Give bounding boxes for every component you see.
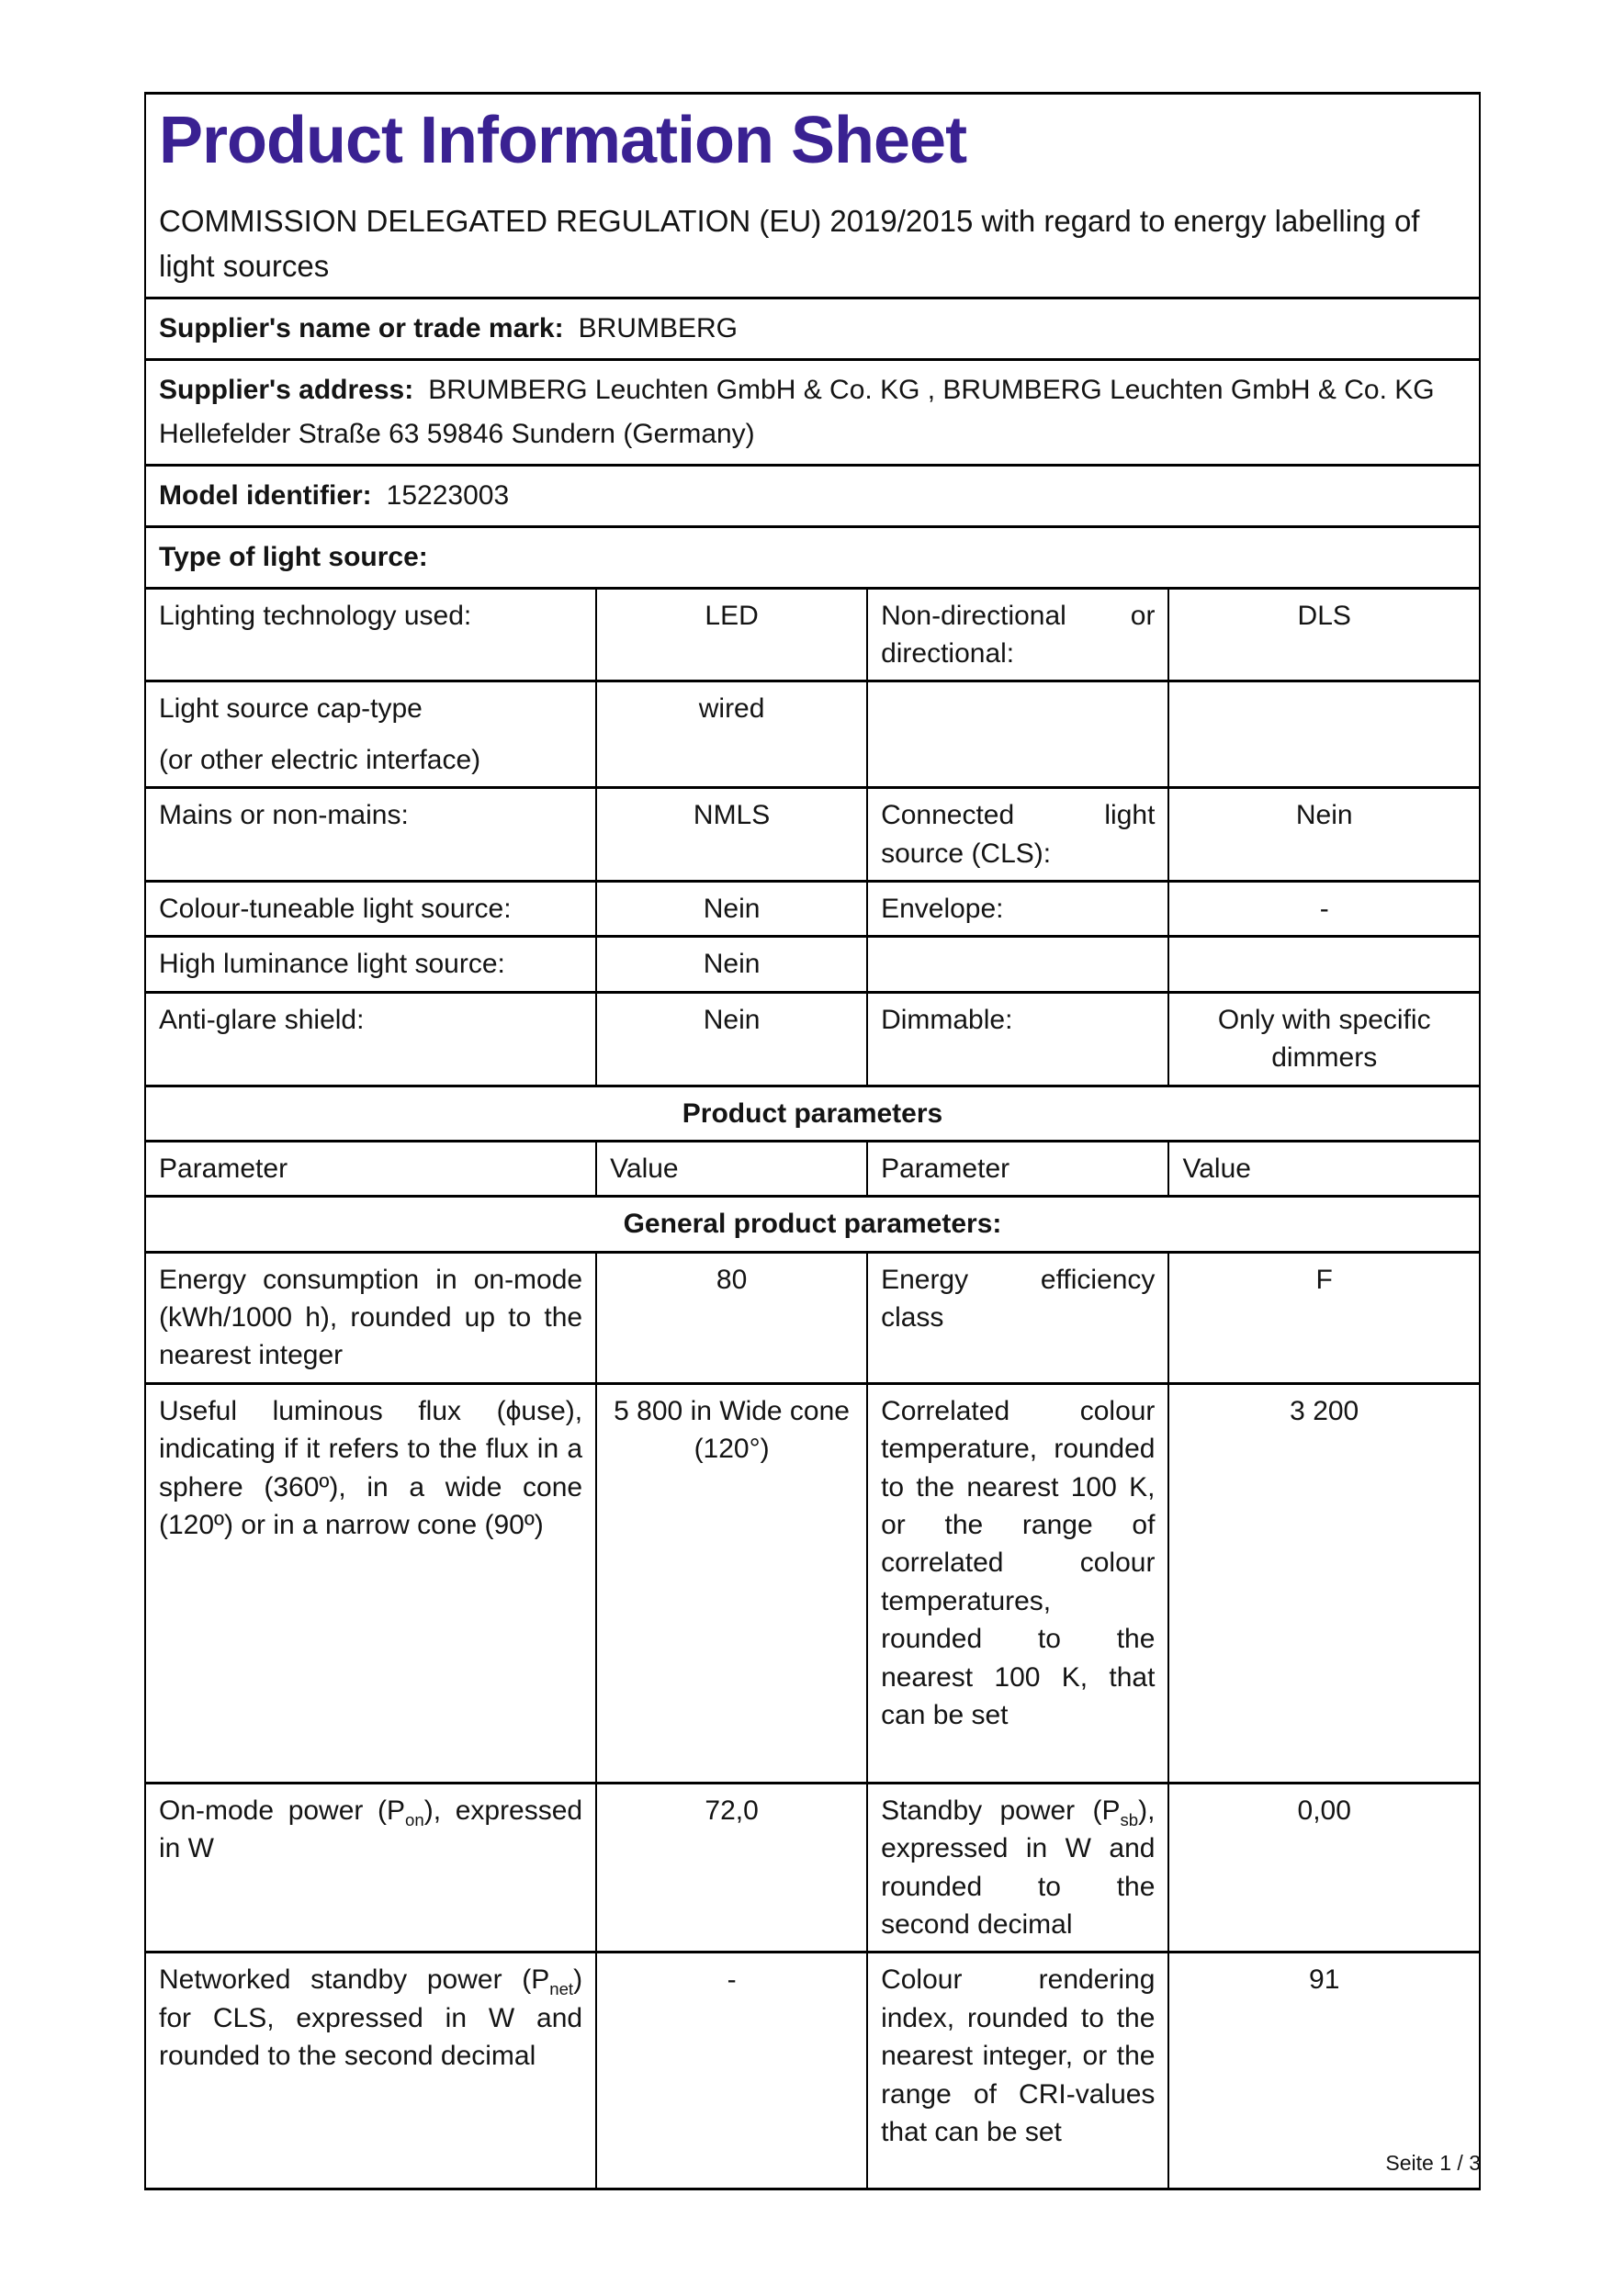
param-label: On-mode power $(P_{on})$, expressed in W [145, 1783, 596, 1953]
param-value: DLS [1168, 588, 1480, 681]
param-value: Nein [596, 937, 867, 992]
column-header-parameter: Parameter [145, 1141, 596, 1196]
general-parameters-title: General product parameters: [145, 1197, 1480, 1252]
regulation-text: COMMISSION DELEGATED REGULATION (EU) 2019/2015 with regard to energy labelling of light sources [159, 203, 1420, 284]
param-label [867, 937, 1168, 992]
title-cell [145, 94, 1480, 298]
supplier-address-row [145, 359, 1480, 465]
param-label: Correlated colour temperature, rounded to the nearest 100 K, or the range of correlated colour temperatures, rounded to the nearest 100 K, that can be set [867, 1383, 1168, 1783]
param-value: 3 200 [1168, 1383, 1480, 1783]
supplier-address-label: Supplier's address: [159, 374, 414, 405]
general-parameters-header-row [145, 1197, 1480, 1252]
page-title: Product Information Sheet [159, 104, 967, 177]
product-parameters-title: Product parameters [145, 1086, 1480, 1141]
param-value [1168, 937, 1480, 992]
param-label [867, 681, 1168, 788]
supplier-address-cell [145, 359, 1480, 465]
page-number: Seite 1 / 3 [1385, 2151, 1481, 2175]
param-label: Standby power $(P_{sb})$, expressed in W and rounded to the second decimal [867, 1783, 1168, 1953]
param-value: 80 [596, 1252, 867, 1383]
type-section-label: Type of light source: [159, 541, 428, 572]
type-table-row [145, 681, 1480, 788]
column-header-parameter: Parameter [867, 1141, 1168, 1196]
general-param-row [145, 1252, 1480, 1383]
param-label-line2: (or other electric interface) [159, 744, 481, 775]
model-identifier-label: Model identifier: [159, 479, 372, 511]
supplier-name-value: BRUMBERG [578, 312, 738, 343]
param-label: Envelope: [867, 881, 1168, 936]
param-label: Non-directional or directional: [867, 588, 1168, 681]
param-label: Lighting technology used: [145, 588, 596, 681]
param-value: Only with specific dimmers [1168, 992, 1480, 1086]
param-label: Colour-tuneable light source: [145, 881, 596, 936]
param-label-line1: Light source cap-type [159, 693, 423, 725]
type-section-row [145, 526, 1480, 588]
param-label: Connected light source (CLS): [867, 788, 1168, 882]
column-header-value: Value [596, 1141, 867, 1196]
param-label: High luminance light source: [145, 937, 596, 992]
model-identifier-cell [145, 465, 1480, 526]
model-identifier-value: 15223003 [386, 479, 510, 511]
general-param-row [145, 1783, 1480, 1953]
param-value: 72,0 [596, 1783, 867, 1953]
supplier-name-row [145, 298, 1480, 359]
param-label: Useful luminous flux (ϕuse), indicating if it refers to the flux in a sphere (360º), in a wide cone (120º) or in a narrow cone (90º) [145, 1383, 596, 1783]
product-parameters-header-row [145, 1086, 1480, 1141]
param-label: Mains or non-mains: [145, 788, 596, 882]
param-label: Colour rendering index, rounded to the nearest integer, or the range of CRI-values that can be set [867, 1953, 1168, 2189]
param-value [1168, 681, 1480, 788]
type-table-row [145, 881, 1480, 936]
model-identifier-row [145, 465, 1480, 526]
supplier-name-label: Supplier's name or trade mark: [159, 312, 564, 343]
param-value: 5 800 in Wide cone (120°) [596, 1383, 867, 1783]
param-value: 0,00 [1168, 1783, 1480, 1953]
document-table [144, 92, 1481, 2190]
param-value: Nein [596, 881, 867, 936]
subscript: sb [1120, 1809, 1139, 1829]
param-value: 91 [1168, 1953, 1480, 2189]
param-value: Nein [1168, 788, 1480, 882]
type-table-row [145, 992, 1480, 1086]
subscript: net [549, 1979, 574, 1999]
general-param-row [145, 1953, 1480, 2189]
param-value: - [596, 1953, 867, 2189]
param-value: Nein [596, 992, 867, 1086]
supplier-name-cell [145, 298, 1480, 359]
param-value: - [1168, 881, 1480, 936]
param-label [145, 681, 596, 788]
param-value: LED [596, 588, 867, 681]
type-section-cell [145, 526, 1480, 588]
param-label: Anti-glare shield: [145, 992, 596, 1086]
supplier-address-value: BRUMBERG Leuchten GmbH & Co. KG , BRUMBERG Leuchten GmbH & Co. KG Hellefelder Straße 63 59846 Sundern (Germany) [159, 374, 1435, 449]
column-header-row [145, 1141, 1480, 1196]
product-information-sheet [144, 92, 1481, 2190]
column-header-value: Value [1168, 1141, 1480, 1196]
param-label: Networked standby power $(P_{net})$ for CLS, expressed in W and rounded to the second decimal [145, 1953, 596, 2189]
param-value: NMLS [596, 788, 867, 882]
subscript: on [405, 1809, 424, 1829]
type-table-row [145, 937, 1480, 992]
param-value: wired [596, 681, 867, 788]
param-value: F [1168, 1252, 1480, 1383]
param-label: Dimmable: [867, 992, 1168, 1086]
param-label: Energy efficiency class [867, 1252, 1168, 1383]
type-table-row [145, 588, 1480, 681]
general-param-row [145, 1383, 1480, 1783]
type-table-row [145, 788, 1480, 882]
title-row [145, 94, 1480, 298]
param-label: Energy consumption in on-mode (kWh/1000 h), rounded up to the nearest integer [145, 1252, 596, 1383]
